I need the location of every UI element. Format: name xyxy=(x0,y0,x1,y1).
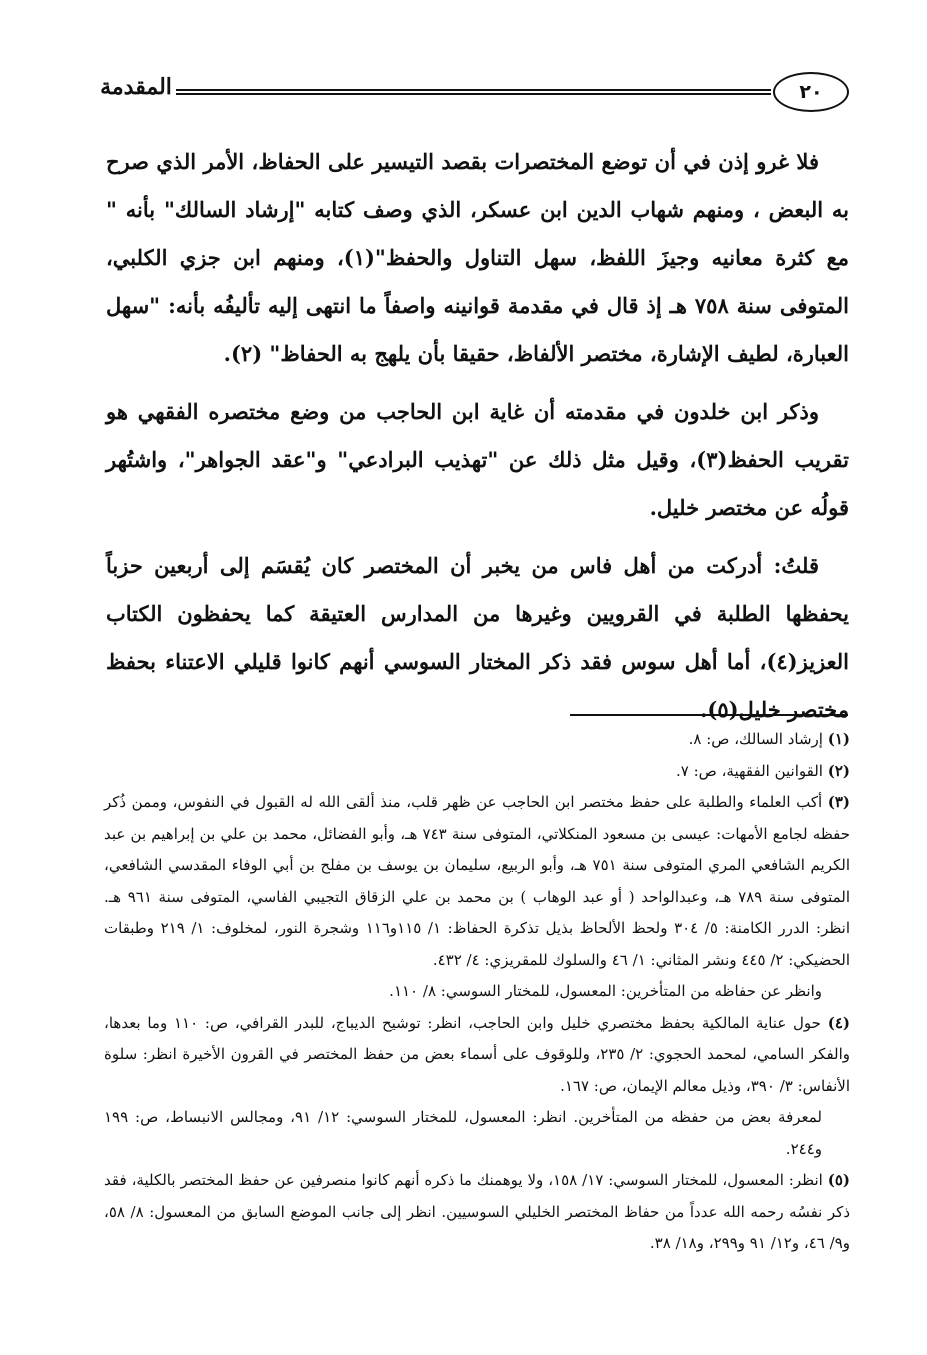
footnote-text: أكب العلماء والطلبة على حفظ مختصر ابن الحاجب عن ظهر قلب، منذ ألقى الله له القبول في النفوس، وممن ذُكر حفظه لجامع الأمهات: عيسى بن مسعود المنكلاتي، المتوفى سنة ٧٤٣ هـ، وأبو الفضائل، محمد بن علي بن إبراهيم بن عبد الكريم الشافعي المري المتوفى سنة ٧٥١ هـ، وأبو الربيع، سليمان بن يوسف بن مفلح بن أبي الوفاء المقدسي الشافعي، المتوفى سنة ٧٨٩ هـ، وعبدالواحد ( أو عبد الوهاب ) بن محمد بن علي الزقاق التجيبي الفاسي، المتوفى سنة ٩٦١ هـ. انظر: الدرر الكامنة: ٥/ ٣٠٤ ولحظ الألحاظ بذيل تذكرة الحفاظ: ١/ ١١٥و١١٦ وشجرة النور، لمخلوف: ١/ ٢١٩ وطبقات الحضيكي: ٢/ ٤٤٥ ونشر المثاني: ١/ ٤٦ والسلوك للمقريزي: ٤/ ٤٣٢. xyxy=(104,793,851,969)
footnote-4 xyxy=(104,1008,850,1103)
footnote-text: القوانين الفقهية، ص: ٧. xyxy=(676,761,828,780)
footnote-text: حول عناية المالكية بحفظ مختصري خليل وابن الحاجب، انظر: توشيح الديباج، للبدر القرافي، ص: ١١٠ وما بعدها، والفكر السامي، لمحمد الحجوي: ٢/ ٢٣٥، وللوقوف على أسماء بعض من حفظ المختصر في القرون الأخيرة انظر: سلوة الأنفاس: ٣/ ٣٩٠، وذيل معالم الإيمان، ص: ١٦٧. xyxy=(104,1013,851,1095)
footnote-5 xyxy=(104,1165,850,1260)
footnote-3-continuation: وانظر عن حفاظه من المتأخرين: المعسول، للمختار السوسي: ٨/ ١١٠. xyxy=(389,982,822,1000)
footnote-separator xyxy=(570,714,848,716)
footnote-text: انظر: المعسول، للمختار السوسي: ١٧/ ١٥٨، ولا يوهمنك ما ذكره أنهم كانوا منصرفين عن حفظ المختصر بالكلية، فقد ذكر نفسُه رحمه الله عدداً من حفاظ المختصر الخليلي السوسيين. انظر إلى جانب الموضع السابق من المعسول: ٨/ ٥٨، و٩/ ٤٦، و١٢/ ٩١ و٢٩٩، و١٨/ ٣٨. xyxy=(104,1171,850,1252)
footnote-1 xyxy=(104,724,850,756)
paragraph-2: وذكر ابن خلدون في مقدمته أن غاية ابن الحاجب من وضع مختصره الفقهي هو تقريب الحفظ(٣)، وقيل مثل ذلك عن "تهذيب البرادعي" و"عقد الجواهر"، واشتُهر قولُه عن مختصر خليل. xyxy=(106,399,849,520)
footnote-4-continuation: لمعرفة بعض من حفظه من المتأخرين. انظر: المعسول، للمختار السوسي: ١٢/ ٩١، ومجالس الانبساط، ص: ١٩٩ و٢٤٤. xyxy=(104,1108,822,1158)
footnote-2 xyxy=(104,756,850,788)
footnote-number: (٢) xyxy=(827,761,850,780)
running-title: المقدمة xyxy=(100,74,172,100)
paragraph-1: فلا غرو إذن في أن توضع المختصرات بقصد التيسير على الحفاظ، الأمر الذي صرح به البعض ، ومنهم شهاب الدين ابن عسكر، الذي وصف كتابه "إرشاد السالك" بأنه " مع كثرة معانيه وجيزَ اللفظ، سهل التناول والحفظ"(١)، ومنهم ابن جزي الكلبي، المتوفى سنة ٧٥٨ هـ إذ قال في مقدمة قوانينه واصفاً ما انتهى إليه تأليفُه بأنه: "سهل العبارة، لطيف الإشارة، مختصر الألفاظ، حقيقا بأن يلهج به الحفاظ" (٢). xyxy=(106,149,849,366)
paragraph-3 xyxy=(106,542,849,734)
footnote-text: إرشاد السالك، ص: ٨. xyxy=(688,730,828,748)
footnote-number: (١) xyxy=(827,730,850,748)
footnote-3 xyxy=(104,787,850,976)
footnote-number: (٤) xyxy=(827,1013,850,1032)
main-text xyxy=(106,138,849,744)
footnotes xyxy=(104,724,850,1260)
page-number: ٢٠ xyxy=(773,72,849,112)
page-header xyxy=(96,70,849,120)
footnote-number: (٣) xyxy=(827,793,850,811)
footnote-number: (٥) xyxy=(827,1171,851,1189)
paragraph-3-text: أدركت من أهل فاس من يخبر أن المختصر كان يُقسَم إلى أربعين حزباً يحفظها الطلبة في القرويين وغيرها من المدارس العتيقة كما يحفظون الكتاب العزيز(٤)، أما أهل سوس فقد ذكر المختار السوسي أنهم كانوا قليلي الاعتناء بحفظ مختصر خليل(٥). xyxy=(106,553,849,722)
header-rule xyxy=(176,89,771,95)
paragraph-3-lead: قلتُ: xyxy=(773,553,819,578)
